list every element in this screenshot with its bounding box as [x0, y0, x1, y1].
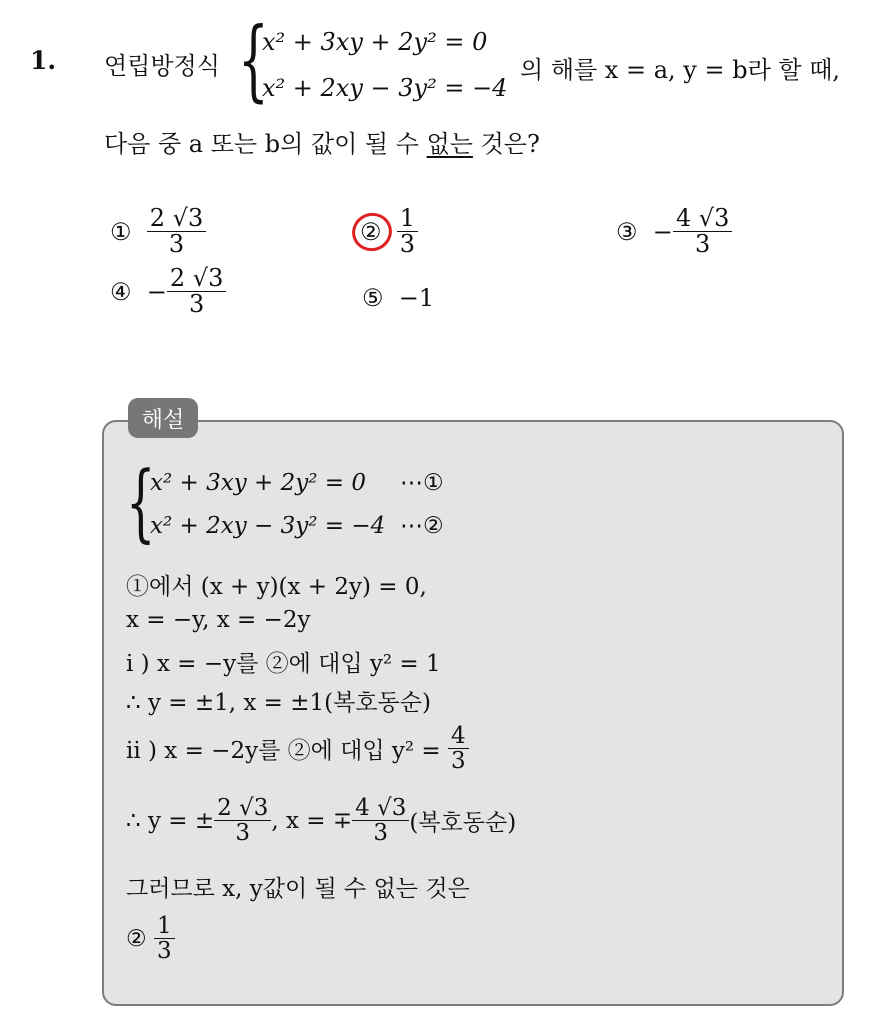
- solution-line3: i ) x = −y를 ②에 대입 y² = 1: [126, 651, 441, 677]
- choice-2[interactable]: [360, 206, 418, 257]
- choice-3[interactable]: [616, 206, 732, 257]
- problem-line2-post: 것은?: [480, 130, 540, 158]
- solution-line7: 그러므로 x, y값이 될 수 없는 것은: [126, 876, 470, 902]
- fraction-denominator: 3: [168, 230, 185, 259]
- problem-line2: [104, 124, 540, 159]
- choice-1[interactable]: [110, 206, 206, 257]
- fraction-numerator: 4 √3: [673, 206, 732, 232]
- fraction-numerator: 2 √3: [147, 206, 206, 232]
- solution-line6-pre: ∴ y = ±: [126, 807, 215, 834]
- choice-4-fraction: [167, 266, 226, 317]
- solution-eq2-tag: ⋯②: [400, 513, 444, 539]
- solution-line4: ∴ y = ±1, x = ±1(복호동순): [126, 690, 431, 716]
- choice-marker: ④: [110, 277, 132, 306]
- solution-line5-fraction: [448, 724, 469, 773]
- solution-line6-post: (복호동순): [409, 810, 517, 837]
- answer-marker: ②: [126, 925, 147, 952]
- problem-eq1: x² + 3xy + 2y² = 0: [262, 28, 488, 56]
- fraction-denominator: 3: [450, 748, 466, 775]
- fraction-denominator: 3: [156, 938, 172, 965]
- solution-line6: [126, 796, 516, 845]
- choice-marker: ⑤: [362, 284, 384, 312]
- fraction-numerator: 2 √3: [214, 796, 271, 821]
- solution-line5: [126, 724, 469, 773]
- problem-lead: 연립방정식: [104, 52, 220, 80]
- solution-eq2: x² + 2xy − 3y² = −4: [150, 513, 386, 539]
- choice-5[interactable]: [362, 284, 434, 312]
- problem-line2-underlined: 없는: [426, 130, 473, 158]
- choice-sign: −: [146, 277, 167, 306]
- solution-eq1: x² + 3xy + 2y² = 0: [150, 470, 366, 496]
- fraction-numerator: 1: [397, 206, 418, 232]
- choice-value: −1: [398, 284, 435, 312]
- solution-tab: 해설: [128, 398, 198, 438]
- choice-4[interactable]: [110, 266, 226, 317]
- fraction-denominator: 3: [373, 820, 389, 847]
- solution-eq1-tag: ⋯①: [400, 470, 444, 496]
- answer-fraction: [154, 914, 175, 963]
- solution-system-brace: {: [126, 453, 156, 551]
- fraction-denominator: 3: [399, 230, 416, 259]
- fraction-numerator: 4 √3: [352, 796, 409, 821]
- solution-answer: [126, 914, 175, 963]
- system-brace: {: [238, 8, 269, 111]
- fraction-denominator: 3: [235, 820, 251, 847]
- fraction-denominator: 3: [188, 290, 205, 319]
- solution-line2: x = −y, x = −2y: [126, 607, 311, 633]
- fraction-numerator: 4: [448, 724, 469, 749]
- solution-line6-fraction1: [214, 796, 271, 845]
- fraction-numerator: 2 √3: [167, 266, 226, 292]
- problem-eq2: x² + 2xy − 3y² = −4: [262, 74, 508, 102]
- solution-line5-text: ii ) x = −2y를 ②에 대입 y² =: [126, 738, 441, 765]
- choice-3-fraction: [673, 206, 732, 257]
- choice-marker: ③: [616, 217, 638, 246]
- choice-2-fraction: [397, 206, 418, 257]
- choice-1-fraction: [147, 206, 206, 257]
- choice-marker: ②: [360, 217, 382, 246]
- solution-line6-mid: , x = ∓: [271, 807, 353, 834]
- solution-line1: ①에서 (x + y)(x + 2y) = 0,: [126, 574, 427, 600]
- choice-sign: −: [652, 217, 673, 246]
- problem-mid: 의 해를 x = a, y = b라 할 때,: [520, 56, 841, 84]
- problem-number: 1.: [30, 46, 57, 75]
- solution-line6-fraction2: [352, 796, 409, 845]
- choice-marker: ①: [110, 217, 132, 246]
- fraction-numerator: 1: [154, 914, 175, 939]
- problem-line2-pre: 다음 중 a 또는 b의 값이 될 수: [104, 130, 419, 158]
- fraction-denominator: 3: [694, 230, 711, 259]
